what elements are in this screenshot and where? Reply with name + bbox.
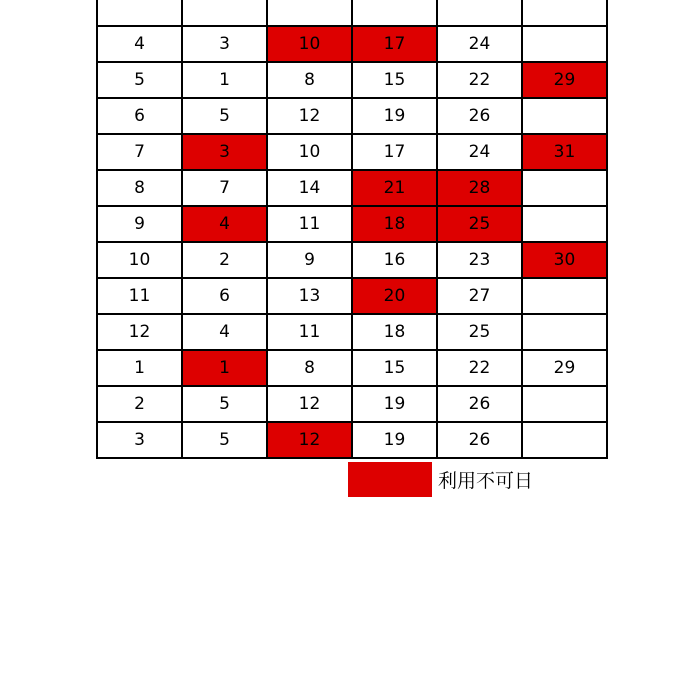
date-cell: 5 [97,62,182,98]
date-cell [522,0,607,26]
date-cell [522,422,607,458]
date-cell: 1 [97,350,182,386]
unavailable-date-cell: 17 [352,26,437,62]
unavailable-date-cell: 4 [182,206,267,242]
date-cell: 24 [437,134,522,170]
date-cell: 19 [352,386,437,422]
unavailable-date-cell: 25 [437,206,522,242]
date-cell: 19 [352,422,437,458]
table-row [97,134,607,170]
date-cell: 12 [97,314,182,350]
date-cell: 7 [97,134,182,170]
date-cell: 7 [182,170,267,206]
date-cell: 15 [352,350,437,386]
date-cell [522,386,607,422]
date-cell: 8 [97,170,182,206]
date-cell: 19 [352,98,437,134]
date-cell [522,170,607,206]
date-cell [437,0,522,26]
date-cell: 2 [182,242,267,278]
date-cell: 12 [267,386,352,422]
date-cell: 22 [437,350,522,386]
date-cell: 11 [267,314,352,350]
table-row [97,386,607,422]
date-cell: 9 [97,206,182,242]
date-cell: 15 [352,62,437,98]
unavailable-date-cell: 20 [352,278,437,314]
table-row [97,170,607,206]
date-cell: 23 [437,242,522,278]
table-row [97,26,607,62]
date-cell [522,278,607,314]
table-row [97,98,607,134]
date-cell: 18 [352,314,437,350]
date-cell: 6 [97,98,182,134]
table-row [97,422,607,458]
date-cell: 26 [437,98,522,134]
date-cell: 17 [352,134,437,170]
date-cell: 16 [352,242,437,278]
date-cell [182,0,267,26]
date-cell: 11 [97,278,182,314]
date-cell: 8 [267,62,352,98]
date-cell [267,0,352,26]
availability-table [96,0,608,459]
date-cell: 10 [97,242,182,278]
date-cell [97,0,182,26]
date-cell: 1 [182,62,267,98]
legend-unavailable-swatch [348,462,432,497]
table-row [97,350,607,386]
date-cell [522,206,607,242]
date-cell: 9 [267,242,352,278]
date-cell: 6 [182,278,267,314]
unavailable-date-cell: 21 [352,170,437,206]
unavailable-date-cell: 10 [267,26,352,62]
date-cell: 4 [97,26,182,62]
date-cell: 5 [182,386,267,422]
unavailable-date-cell: 3 [182,134,267,170]
date-cell: 25 [437,314,522,350]
unavailable-date-cell: 12 [267,422,352,458]
date-cell [522,98,607,134]
date-cell: 12 [267,98,352,134]
date-cell: 26 [437,386,522,422]
date-cell: 13 [267,278,352,314]
date-cell [522,26,607,62]
date-cell [352,0,437,26]
date-cell [522,314,607,350]
date-cell: 3 [97,422,182,458]
table-row [97,0,607,26]
date-cell: 10 [267,134,352,170]
unavailable-date-cell: 28 [437,170,522,206]
table-row [97,242,607,278]
date-cell: 22 [437,62,522,98]
date-cell: 4 [182,314,267,350]
date-cell: 24 [437,26,522,62]
date-cell: 29 [522,350,607,386]
date-cell: 14 [267,170,352,206]
unavailable-date-cell: 31 [522,134,607,170]
table-row [97,314,607,350]
table-row [97,206,607,242]
unavailable-date-cell: 29 [522,62,607,98]
date-cell: 5 [182,98,267,134]
date-cell: 11 [267,206,352,242]
unavailable-date-cell: 18 [352,206,437,242]
date-cell: 27 [437,278,522,314]
unavailable-date-cell: 30 [522,242,607,278]
date-cell: 26 [437,422,522,458]
legend-label: 利用不可日 [438,470,534,492]
date-cell: 2 [97,386,182,422]
table-row [97,278,607,314]
date-cell: 3 [182,26,267,62]
unavailable-date-cell: 1 [182,350,267,386]
date-cell: 5 [182,422,267,458]
date-cell: 8 [267,350,352,386]
availability-table-body [97,0,607,458]
legend [348,462,533,497]
table-row [97,62,607,98]
